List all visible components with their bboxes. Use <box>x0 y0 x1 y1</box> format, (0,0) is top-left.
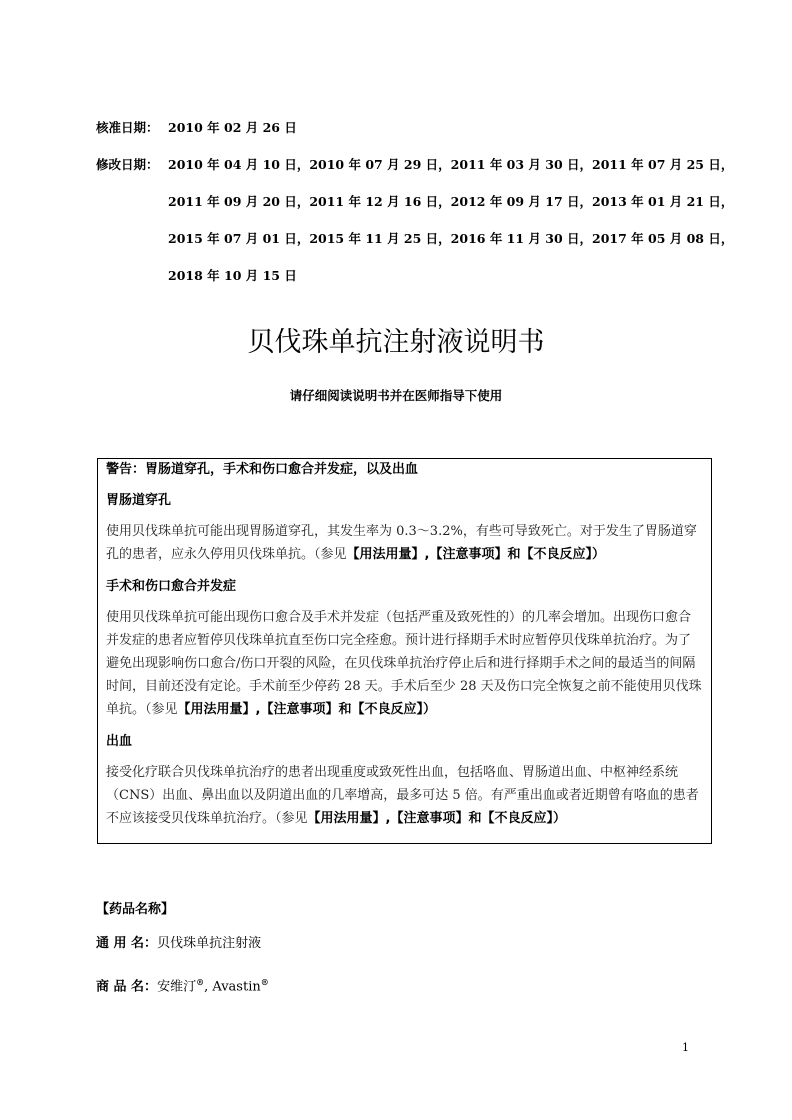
generic-name-value: 贝伐珠单抗注射液 <box>157 936 262 951</box>
warning-section-heading: 胃肠道穿孔 <box>106 493 172 508</box>
modified-date-line: 2010 年 04 月 10 日，2010 年 07 月 29 日，2011 年 03 月 30 日，2011 年 07 月 25 日， <box>168 157 734 172</box>
trade-name-value-en: , Avastin <box>204 979 261 995</box>
generic-name-row <box>96 934 261 954</box>
modified-date-row-3 <box>96 229 734 249</box>
document-subtitle: 请仔细阅读说明书并在医师指导下使用 <box>289 388 503 403</box>
modified-date-line: 2015 年 07 月 01 日，2015 年 11 月 25 日，2016 年 11 月 30 日，2017 年 05 月 08 日， <box>168 231 734 246</box>
warning-section-text: 使用贝伐珠单抗可能出现胃肠道穿孔，其发生率为 0.3～3.2%，有些可导致死亡。对于发生了胃肠道穿孔的患者，应永久停用贝伐珠单抗。（参见【用法用量】,【注意事项】和【不良反应】） <box>106 524 697 562</box>
registered-mark: ® <box>196 977 205 987</box>
page-number: 1 <box>682 1041 689 1054</box>
warning-heading: 警告：胃肠道穿孔，手术和伤口愈合并发症，以及出血 <box>106 462 419 477</box>
trade-name-value: 安维汀 <box>157 979 197 995</box>
warning-section-heading: 手术和伤口愈合并发症 <box>106 579 237 594</box>
reference-links: 【用法用量】,【注意事项】和【不良反应】） <box>346 547 605 562</box>
dates-block <box>96 118 734 286</box>
reference-links: 【用法用量】,【注意事项】和【不良反应】） <box>177 702 436 717</box>
modified-date-line: 2018 年 10 月 15 日 <box>168 268 297 283</box>
modified-date-line: 2011 年 09 月 20 日，2011 年 12 月 16 日，2012 年 09 月 17 日，2013 年 01 月 21 日， <box>168 194 734 209</box>
registered-mark: ® <box>260 977 269 987</box>
generic-name-label: 通 用 名： <box>96 936 158 951</box>
modified-date-row-1 <box>96 155 734 175</box>
drug-name-section-title: 【药品名称】 <box>96 902 175 917</box>
warning-section-heading: 出血 <box>106 734 133 749</box>
modified-date-row-2 <box>96 192 734 212</box>
approval-date-value: 2010 年 02 月 26 日 <box>168 120 297 135</box>
warning-box <box>97 458 712 844</box>
trade-name-label: 商 品 名： <box>96 979 158 995</box>
approval-date-row <box>96 118 716 138</box>
document-title: 贝伐珠单抗注射液说明书 <box>247 327 545 358</box>
approval-date-label: 核准日期： <box>96 120 159 135</box>
trade-name-row <box>96 972 269 997</box>
warning-section-text: 接受化疗联合贝伐珠单抗治疗的患者出现重度或致死性出血，包括咯血、胃肠道出血、中枢神经系统（CNS）出血、鼻出血以及阴道出血的几率增高，最多可达 5 倍。有严重出血或者近期曾有咯血的患者不应该接受贝伐珠单抗治疗。（参见【用法用量】,【注意事项】和【不良反应】） <box>106 765 699 826</box>
warning-section-text: 使用贝伐珠单抗可能出现伤口愈合及手术并发症（包括严重及致死性的）的几率会增加。出现伤口愈合并发症的患者应暂停贝伐珠单抗直至伤口完全痊愈。预计进行择期手术时应暂停贝伐珠单抗治疗。为了避免出现影响伤口愈合/伤口开裂的风险，在贝伐珠单抗治疗停止后和进行择期手术之间的最适当的间隔时间，目前还没有定论。手术前至少停药 28 天。手术后至少 28 天及伤口完全恢复之前不能使用贝伐珠单抗。（参见【用法用量】,【注意事项】和【不良反应】） <box>106 610 702 717</box>
reference-links: 【用法用量】,【注意事项】和【不良反应】） <box>307 811 566 826</box>
modified-date-row-4 <box>96 266 716 286</box>
modified-date-label: 修改日期： <box>96 157 159 172</box>
